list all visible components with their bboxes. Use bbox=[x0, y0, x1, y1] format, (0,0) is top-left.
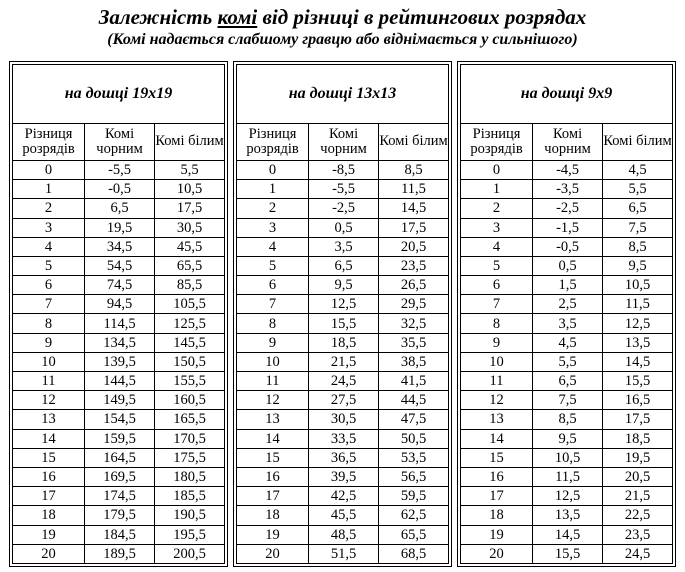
cell-komi-black: -3,5 bbox=[533, 180, 603, 199]
table-row bbox=[237, 160, 449, 179]
table-row bbox=[13, 391, 225, 410]
cell-diff: 17 bbox=[13, 487, 85, 506]
cell-komi-black: 3,5 bbox=[533, 314, 603, 333]
cell-komi-black: 39,5 bbox=[309, 467, 379, 486]
table-row bbox=[237, 544, 449, 563]
table-row bbox=[13, 448, 225, 467]
cell-komi-black: 139,5 bbox=[85, 352, 155, 371]
table-row bbox=[461, 333, 673, 352]
cell-komi-white: 195,5 bbox=[155, 525, 225, 544]
cell-komi-black: 12,5 bbox=[309, 295, 379, 314]
cell-diff: 10 bbox=[461, 352, 533, 371]
table-row bbox=[13, 160, 225, 179]
table-row bbox=[461, 276, 673, 295]
cell-diff: 17 bbox=[237, 487, 309, 506]
table-row bbox=[461, 391, 673, 410]
table-row bbox=[461, 199, 673, 218]
table-row bbox=[237, 487, 449, 506]
table-row bbox=[237, 295, 449, 314]
table-row bbox=[461, 352, 673, 371]
cell-diff: 4 bbox=[13, 237, 85, 256]
table-row bbox=[237, 448, 449, 467]
cell-komi-white: 4,5 bbox=[603, 160, 673, 179]
cell-komi-white: 65,5 bbox=[379, 525, 449, 544]
cell-diff: 16 bbox=[13, 467, 85, 486]
cell-komi-black: 9,5 bbox=[309, 276, 379, 295]
cell-komi-white: 32,5 bbox=[379, 314, 449, 333]
table-row bbox=[237, 506, 449, 525]
board-size-header: на дошці 9х9 bbox=[461, 65, 673, 124]
cell-diff: 12 bbox=[237, 391, 309, 410]
table-row bbox=[237, 276, 449, 295]
cell-komi-white: 47,5 bbox=[379, 410, 449, 429]
cell-diff: 18 bbox=[237, 506, 309, 525]
cell-komi-black: 14,5 bbox=[533, 525, 603, 544]
table-row bbox=[237, 525, 449, 544]
cell-diff: 5 bbox=[13, 256, 85, 275]
column-header-black: Комі чорним bbox=[533, 123, 603, 160]
cell-komi-white: 16,5 bbox=[603, 391, 673, 410]
cell-komi-black: -8,5 bbox=[309, 160, 379, 179]
cell-komi-black: 0,5 bbox=[533, 256, 603, 275]
table-row bbox=[13, 199, 225, 218]
table-row bbox=[13, 372, 225, 391]
cell-komi-white: 17,5 bbox=[155, 199, 225, 218]
cell-komi-black: 184,5 bbox=[85, 525, 155, 544]
cell-diff: 7 bbox=[13, 295, 85, 314]
cell-diff: 15 bbox=[237, 448, 309, 467]
cell-komi-black: 169,5 bbox=[85, 467, 155, 486]
board-size-header: на дошці 13х13 bbox=[237, 65, 449, 124]
table-row bbox=[461, 487, 673, 506]
column-header-white: Комі білим bbox=[603, 123, 673, 160]
cell-diff: 5 bbox=[461, 256, 533, 275]
table-row bbox=[461, 525, 673, 544]
cell-diff: 18 bbox=[13, 506, 85, 525]
table-row bbox=[237, 180, 449, 199]
board-size-header: на дошці 19х19 bbox=[13, 65, 225, 124]
cell-diff: 1 bbox=[461, 180, 533, 199]
cell-komi-white: 160,5 bbox=[155, 391, 225, 410]
cell-komi-white: 12,5 bbox=[603, 314, 673, 333]
table-row bbox=[13, 333, 225, 352]
table-row bbox=[237, 256, 449, 275]
table-row bbox=[461, 256, 673, 275]
column-header-diff: Різниця розрядів bbox=[13, 123, 85, 160]
cell-diff: 8 bbox=[13, 314, 85, 333]
cell-diff: 1 bbox=[13, 180, 85, 199]
cell-diff: 14 bbox=[461, 429, 533, 448]
cell-komi-black: 174,5 bbox=[85, 487, 155, 506]
cell-komi-black: -0,5 bbox=[533, 237, 603, 256]
cell-komi-black: 5,5 bbox=[533, 352, 603, 371]
cell-komi-white: 68,5 bbox=[379, 544, 449, 563]
title-part-1: Залежність bbox=[98, 5, 218, 29]
column-header-diff: Різниця розрядів bbox=[237, 123, 309, 160]
cell-komi-white: 22,5 bbox=[603, 506, 673, 525]
cell-diff: 12 bbox=[13, 391, 85, 410]
cell-komi-white: 170,5 bbox=[155, 429, 225, 448]
cell-diff: 3 bbox=[461, 218, 533, 237]
cell-diff: 6 bbox=[13, 276, 85, 295]
table-row bbox=[237, 391, 449, 410]
table-row bbox=[461, 448, 673, 467]
cell-diff: 2 bbox=[461, 199, 533, 218]
cell-diff: 2 bbox=[237, 199, 309, 218]
cell-komi-white: 18,5 bbox=[603, 429, 673, 448]
cell-diff: 3 bbox=[237, 218, 309, 237]
cell-komi-black: 51,5 bbox=[309, 544, 379, 563]
cell-komi-black: 10,5 bbox=[533, 448, 603, 467]
table-row bbox=[13, 525, 225, 544]
table-row bbox=[461, 160, 673, 179]
table-row bbox=[237, 467, 449, 486]
table-row bbox=[461, 295, 673, 314]
table-row bbox=[13, 256, 225, 275]
cell-komi-white: 59,5 bbox=[379, 487, 449, 506]
cell-komi-black: 3,5 bbox=[309, 237, 379, 256]
cell-komi-white: 10,5 bbox=[603, 276, 673, 295]
table-row bbox=[461, 544, 673, 563]
cell-komi-black: 27,5 bbox=[309, 391, 379, 410]
cell-komi-black: 6,5 bbox=[309, 256, 379, 275]
cell-komi-white: 15,5 bbox=[603, 372, 673, 391]
cell-komi-white: 9,5 bbox=[603, 256, 673, 275]
cell-komi-black: 7,5 bbox=[533, 391, 603, 410]
cell-komi-white: 165,5 bbox=[155, 410, 225, 429]
cell-komi-white: 10,5 bbox=[155, 180, 225, 199]
cell-komi-black: 54,5 bbox=[85, 256, 155, 275]
title-komi-word: комі bbox=[217, 5, 258, 29]
table-row bbox=[13, 410, 225, 429]
cell-komi-black: 19,5 bbox=[85, 218, 155, 237]
cell-komi-white: 11,5 bbox=[603, 295, 673, 314]
table-row bbox=[237, 352, 449, 371]
table-row bbox=[13, 276, 225, 295]
cell-komi-black: -5,5 bbox=[309, 180, 379, 199]
cell-komi-white: 38,5 bbox=[379, 352, 449, 371]
cell-diff: 19 bbox=[13, 525, 85, 544]
cell-diff: 0 bbox=[13, 160, 85, 179]
cell-komi-white: 11,5 bbox=[379, 180, 449, 199]
table-row bbox=[237, 333, 449, 352]
cell-diff: 4 bbox=[461, 237, 533, 256]
cell-komi-white: 62,5 bbox=[379, 506, 449, 525]
cell-diff: 15 bbox=[461, 448, 533, 467]
komi-table bbox=[12, 64, 225, 564]
cell-diff: 10 bbox=[237, 352, 309, 371]
cell-komi-black: 154,5 bbox=[85, 410, 155, 429]
table-board-19 bbox=[9, 61, 228, 567]
cell-komi-black: 33,5 bbox=[309, 429, 379, 448]
table-row bbox=[13, 506, 225, 525]
table-row bbox=[13, 544, 225, 563]
table-row bbox=[13, 352, 225, 371]
cell-komi-white: 65,5 bbox=[155, 256, 225, 275]
table-row bbox=[461, 467, 673, 486]
cell-komi-white: 190,5 bbox=[155, 506, 225, 525]
cell-komi-black: -5,5 bbox=[85, 160, 155, 179]
cell-komi-white: 23,5 bbox=[603, 525, 673, 544]
cell-diff: 20 bbox=[13, 544, 85, 563]
cell-komi-black: 189,5 bbox=[85, 544, 155, 563]
cell-komi-black: 6,5 bbox=[85, 199, 155, 218]
cell-komi-black: 74,5 bbox=[85, 276, 155, 295]
column-header-black: Комі чорним bbox=[309, 123, 379, 160]
cell-komi-white: 56,5 bbox=[379, 467, 449, 486]
cell-komi-black: 48,5 bbox=[309, 525, 379, 544]
cell-komi-white: 175,5 bbox=[155, 448, 225, 467]
table-row bbox=[13, 295, 225, 314]
cell-komi-white: 20,5 bbox=[379, 237, 449, 256]
cell-komi-white: 5,5 bbox=[155, 160, 225, 179]
cell-diff: 10 bbox=[13, 352, 85, 371]
column-header-diff: Різниця розрядів bbox=[461, 123, 533, 160]
cell-komi-black: 114,5 bbox=[85, 314, 155, 333]
cell-komi-white: 85,5 bbox=[155, 276, 225, 295]
cell-komi-black: 12,5 bbox=[533, 487, 603, 506]
cell-diff: 14 bbox=[237, 429, 309, 448]
cell-komi-white: 145,5 bbox=[155, 333, 225, 352]
cell-komi-white: 29,5 bbox=[379, 295, 449, 314]
table-row bbox=[237, 410, 449, 429]
cell-komi-white: 41,5 bbox=[379, 372, 449, 391]
cell-komi-white: 45,5 bbox=[155, 237, 225, 256]
cell-komi-black: 0,5 bbox=[309, 218, 379, 237]
cell-komi-black: 149,5 bbox=[85, 391, 155, 410]
cell-komi-white: 21,5 bbox=[603, 487, 673, 506]
cell-diff: 7 bbox=[461, 295, 533, 314]
cell-komi-black: 159,5 bbox=[85, 429, 155, 448]
cell-komi-black: 2,5 bbox=[533, 295, 603, 314]
table-board-13 bbox=[233, 61, 452, 567]
cell-komi-black: 30,5 bbox=[309, 410, 379, 429]
cell-diff: 7 bbox=[237, 295, 309, 314]
cell-diff: 13 bbox=[13, 410, 85, 429]
cell-diff: 5 bbox=[237, 256, 309, 275]
cell-komi-black: 45,5 bbox=[309, 506, 379, 525]
cell-diff: 19 bbox=[461, 525, 533, 544]
cell-komi-white: 13,5 bbox=[603, 333, 673, 352]
cell-komi-white: 105,5 bbox=[155, 295, 225, 314]
cell-diff: 6 bbox=[461, 276, 533, 295]
cell-komi-white: 5,5 bbox=[603, 180, 673, 199]
cell-komi-black: 15,5 bbox=[309, 314, 379, 333]
cell-komi-black: -4,5 bbox=[533, 160, 603, 179]
cell-diff: 16 bbox=[461, 467, 533, 486]
cell-diff: 9 bbox=[461, 333, 533, 352]
cell-komi-black: -1,5 bbox=[533, 218, 603, 237]
cell-komi-black: 9,5 bbox=[533, 429, 603, 448]
table-row bbox=[237, 237, 449, 256]
table-row bbox=[237, 429, 449, 448]
table-row bbox=[461, 429, 673, 448]
cell-komi-black: 24,5 bbox=[309, 372, 379, 391]
cell-komi-white: 44,5 bbox=[379, 391, 449, 410]
cell-komi-white: 155,5 bbox=[155, 372, 225, 391]
cell-komi-black: 18,5 bbox=[309, 333, 379, 352]
table-row bbox=[13, 237, 225, 256]
cell-komi-white: 7,5 bbox=[603, 218, 673, 237]
cell-komi-white: 8,5 bbox=[603, 237, 673, 256]
cell-komi-white: 53,5 bbox=[379, 448, 449, 467]
komi-table bbox=[460, 64, 673, 564]
cell-komi-white: 180,5 bbox=[155, 467, 225, 486]
cell-komi-black: 34,5 bbox=[85, 237, 155, 256]
table-row bbox=[461, 410, 673, 429]
table-row bbox=[461, 372, 673, 391]
column-header-black: Комі чорним bbox=[85, 123, 155, 160]
cell-diff: 8 bbox=[237, 314, 309, 333]
table-row bbox=[237, 314, 449, 333]
cell-diff: 3 bbox=[13, 218, 85, 237]
cell-komi-black: 8,5 bbox=[533, 410, 603, 429]
cell-komi-white: 8,5 bbox=[379, 160, 449, 179]
cell-komi-black: 134,5 bbox=[85, 333, 155, 352]
cell-komi-black: 13,5 bbox=[533, 506, 603, 525]
cell-diff: 1 bbox=[237, 180, 309, 199]
table-row bbox=[237, 218, 449, 237]
table-row bbox=[13, 467, 225, 486]
table-row bbox=[461, 180, 673, 199]
cell-komi-black: 94,5 bbox=[85, 295, 155, 314]
cell-diff: 0 bbox=[237, 160, 309, 179]
cell-diff: 16 bbox=[237, 467, 309, 486]
cell-komi-white: 24,5 bbox=[603, 544, 673, 563]
cell-diff: 4 bbox=[237, 237, 309, 256]
cell-komi-white: 23,5 bbox=[379, 256, 449, 275]
title-part-2: від різниці в рейтингових розрядах bbox=[257, 5, 587, 29]
cell-diff: 12 bbox=[461, 391, 533, 410]
cell-komi-black: 36,5 bbox=[309, 448, 379, 467]
table-row bbox=[237, 199, 449, 218]
cell-diff: 11 bbox=[237, 372, 309, 391]
cell-komi-black: 6,5 bbox=[533, 372, 603, 391]
cell-diff: 2 bbox=[13, 199, 85, 218]
cell-komi-black: 144,5 bbox=[85, 372, 155, 391]
cell-komi-black: 11,5 bbox=[533, 467, 603, 486]
table-row bbox=[461, 506, 673, 525]
cell-komi-white: 17,5 bbox=[379, 218, 449, 237]
cell-komi-white: 26,5 bbox=[379, 276, 449, 295]
cell-komi-white: 200,5 bbox=[155, 544, 225, 563]
cell-komi-white: 14,5 bbox=[379, 199, 449, 218]
table-row bbox=[461, 314, 673, 333]
page-subtitle: (Комі надається слабшому гравцю або віднімається у сильнішого) bbox=[107, 31, 578, 48]
cell-diff: 15 bbox=[13, 448, 85, 467]
cell-diff: 18 bbox=[461, 506, 533, 525]
column-header-white: Комі білим bbox=[379, 123, 449, 160]
cell-komi-white: 17,5 bbox=[603, 410, 673, 429]
cell-diff: 19 bbox=[237, 525, 309, 544]
page-title bbox=[0, 4, 685, 30]
cell-diff: 20 bbox=[461, 544, 533, 563]
table-row bbox=[13, 487, 225, 506]
table-row bbox=[237, 372, 449, 391]
cell-diff: 14 bbox=[13, 429, 85, 448]
table-row bbox=[461, 237, 673, 256]
cell-diff: 13 bbox=[461, 410, 533, 429]
cell-komi-black: -0,5 bbox=[85, 180, 155, 199]
cell-komi-black: 21,5 bbox=[309, 352, 379, 371]
cell-komi-white: 30,5 bbox=[155, 218, 225, 237]
column-header-white: Комі білим bbox=[155, 123, 225, 160]
cell-komi-white: 20,5 bbox=[603, 467, 673, 486]
cell-komi-white: 19,5 bbox=[603, 448, 673, 467]
cell-diff: 20 bbox=[237, 544, 309, 563]
table-board-9 bbox=[457, 61, 676, 567]
cell-komi-white: 14,5 bbox=[603, 352, 673, 371]
cell-komi-black: -2,5 bbox=[533, 199, 603, 218]
cell-komi-black: 1,5 bbox=[533, 276, 603, 295]
cell-komi-black: 179,5 bbox=[85, 506, 155, 525]
cell-komi-black: 42,5 bbox=[309, 487, 379, 506]
table-row bbox=[13, 429, 225, 448]
cell-diff: 6 bbox=[237, 276, 309, 295]
cell-komi-white: 50,5 bbox=[379, 429, 449, 448]
cell-komi-white: 185,5 bbox=[155, 487, 225, 506]
table-row bbox=[13, 218, 225, 237]
table-row bbox=[13, 314, 225, 333]
cell-komi-black: -2,5 bbox=[309, 199, 379, 218]
cell-diff: 11 bbox=[13, 372, 85, 391]
cell-diff: 17 bbox=[461, 487, 533, 506]
cell-diff: 9 bbox=[13, 333, 85, 352]
cell-komi-white: 35,5 bbox=[379, 333, 449, 352]
cell-komi-black: 4,5 bbox=[533, 333, 603, 352]
table-row bbox=[461, 218, 673, 237]
cell-diff: 0 bbox=[461, 160, 533, 179]
cell-diff: 11 bbox=[461, 372, 533, 391]
cell-komi-white: 150,5 bbox=[155, 352, 225, 371]
cell-diff: 13 bbox=[237, 410, 309, 429]
cell-komi-black: 15,5 bbox=[533, 544, 603, 563]
cell-komi-white: 125,5 bbox=[155, 314, 225, 333]
komi-table bbox=[236, 64, 449, 564]
table-row bbox=[13, 180, 225, 199]
cell-komi-black: 164,5 bbox=[85, 448, 155, 467]
cell-diff: 9 bbox=[237, 333, 309, 352]
cell-diff: 8 bbox=[461, 314, 533, 333]
cell-komi-white: 6,5 bbox=[603, 199, 673, 218]
